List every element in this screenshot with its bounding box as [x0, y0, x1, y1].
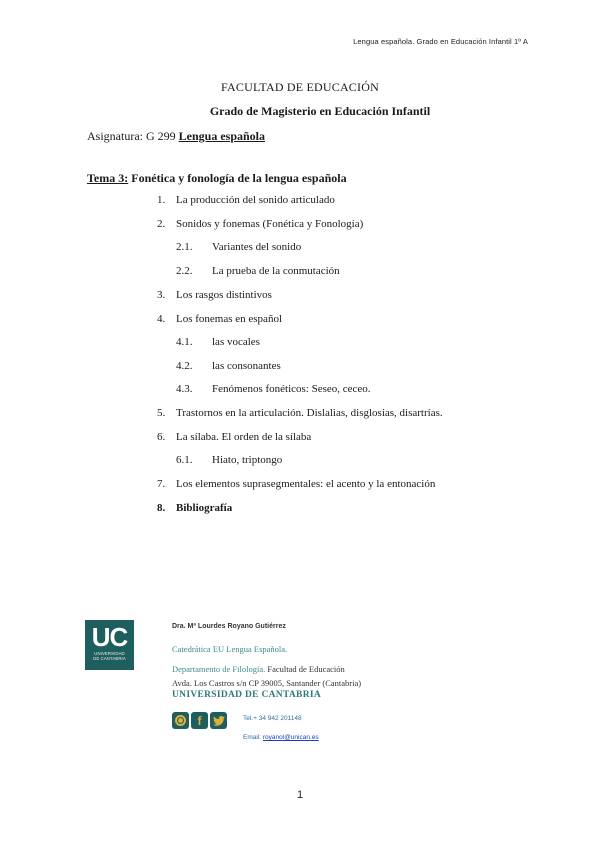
- twitter-icon[interactable]: [210, 712, 227, 729]
- facebook-icon[interactable]: f: [191, 712, 208, 729]
- topic-label: Tema 3:: [87, 171, 129, 185]
- logo-line-1: UNIVERSIDAD: [94, 651, 125, 656]
- topic-heading: [87, 171, 347, 186]
- subject-name: Lengua española: [178, 129, 266, 143]
- faculty-name: Facultad de Educación: [265, 664, 345, 674]
- outline-number: 2.: [157, 218, 166, 230]
- outline-text: Los fonemas en español: [176, 313, 282, 325]
- outline-number: 2.2.: [176, 265, 193, 277]
- topic-title: Fonética y fonología de la lengua española: [128, 171, 347, 185]
- author-department: [172, 664, 345, 674]
- department-name: Departamento de Filología.: [172, 664, 266, 674]
- outline-number: 4.3.: [176, 383, 193, 395]
- logo-mark: UC: [91, 622, 128, 652]
- outline-text: Trastornos en la articulación. Dislalias, disglosias, disartrías.: [176, 407, 443, 419]
- uc-logo: [85, 620, 134, 670]
- outline-number: 3.: [157, 289, 166, 301]
- email-label: Email:: [243, 734, 263, 741]
- outline-text: las vocales: [212, 336, 260, 348]
- outline-text: Fenómenos fonéticos: Seseo, ceceo.: [212, 383, 371, 395]
- subject-line: [87, 129, 265, 144]
- outline-text: La sílaba. El orden de la sílaba: [176, 431, 312, 443]
- email-line: [243, 734, 319, 741]
- author-name: Dra. Mª Lourdes Royano Gutiérrez: [172, 623, 286, 630]
- university-name: UNIVERSIDAD DE CANTABRIA: [172, 690, 322, 700]
- faculty-title: FACULTAD DE EDUCACIÓN: [221, 80, 379, 94]
- logo-line-2: DE CANTABRIA: [93, 656, 126, 661]
- outline-number: 4.2.: [176, 360, 193, 372]
- globe-icon[interactable]: [172, 712, 189, 729]
- outline-text: Sonidos y fonemas (Fonética y Fonología): [176, 218, 364, 230]
- outline-text: Variantes del sonido: [212, 241, 302, 253]
- outline-number: 6.: [157, 431, 166, 443]
- outline-number: 1.: [157, 194, 166, 206]
- subject-prefix: Asignatura: G 299: [87, 129, 179, 143]
- outline-number: 7.: [157, 478, 166, 490]
- email-link[interactable]: royanol@unican.es: [262, 734, 319, 741]
- outline-number: 4.1.: [176, 336, 193, 348]
- author-address: Avda. Los Castros s/n CP 39005, Santander (Cantabria): [172, 678, 362, 688]
- outline-text: Los elementos suprasegmentales: el acento y la entonación: [176, 478, 436, 490]
- page-number: 1: [296, 789, 304, 801]
- outline-text: La producción del sonido articulado: [176, 194, 335, 206]
- outline-text: Hiato, triptongo: [212, 454, 283, 466]
- running-header: Lengua española. Grado en Educación Infantil 1º A: [353, 37, 528, 46]
- outline-text: las consonantes: [212, 360, 281, 372]
- outline-text: Bibliografía: [176, 502, 233, 514]
- social-icons: [172, 712, 227, 729]
- outline-text: La prueba de la conmutación: [212, 265, 340, 277]
- outline-number: 5.: [157, 407, 166, 419]
- author-role: Catedrática EU Lengua Española.: [172, 644, 288, 654]
- telephone: Tel.+ 34 942 201148: [243, 715, 302, 722]
- outline-number: 4.: [157, 313, 166, 325]
- outline-number: 8.: [157, 502, 166, 514]
- outline-number: 2.1.: [176, 241, 193, 253]
- outline-number: 6.1.: [176, 454, 193, 466]
- degree-title: Grado de Magisterio en Educación Infantil: [209, 104, 431, 118]
- outline-text: Los rasgos distintivos: [176, 289, 272, 301]
